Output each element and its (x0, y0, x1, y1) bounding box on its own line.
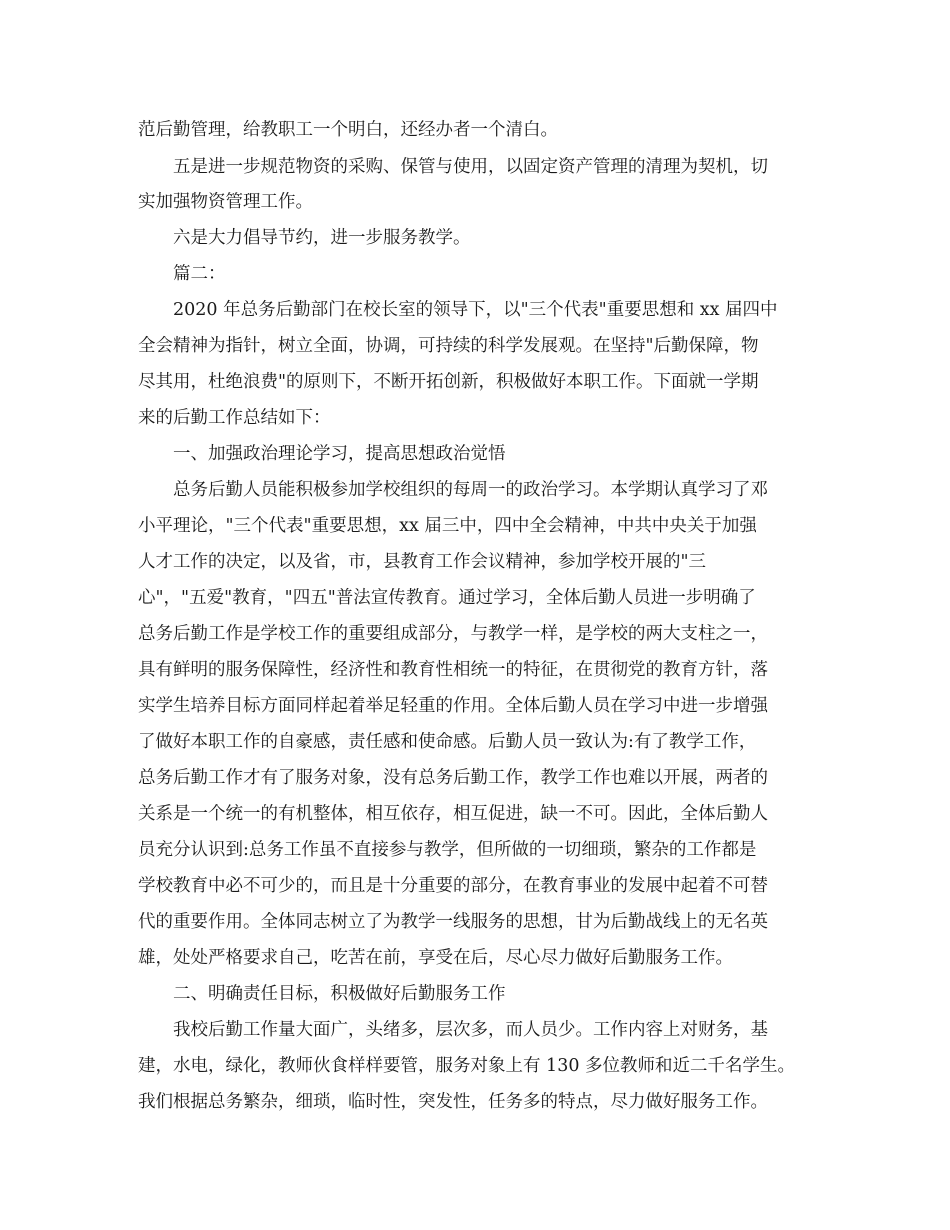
text-line: 2020 年总务后勤部门在校长室的领导下，以"三个代表"重要思想和 xx 届四中 (173, 300, 778, 320)
text-line: 篇二： (173, 264, 226, 284)
text-line: 我们根据总务繁杂，细琐，临时性，突发性，任务多的特点，尽力做好服务工作。 (138, 1092, 768, 1112)
text-line: 五是进一步规范物资的采购、保管与使用，以固定资产管理的清理为契机，切 (173, 157, 768, 177)
text-line: 实加强物资管理工作。 (138, 192, 313, 212)
text-line: 实学生培养目标方面同样起着举足轻重的作用。全体后勤人员在学习中进一步增强 (138, 696, 768, 716)
text-line: 心"，"五爱"教育，"四五"普法宣传教育。通过学习，全体后勤人员进一步明确了 (138, 588, 756, 608)
text-line: 尽其用，杜绝浪费"的原则下，不断开拓创新，积极做好本职工作。下面就一学期 (138, 372, 759, 392)
text-line: 学校教育中必不可少的，而且是十分重要的部分，在教育事业的发展中起着不可替 (138, 876, 768, 896)
text-line: 六是大力倡导节约，进一步服务教学。 (173, 228, 471, 248)
text-line: 雄，处处严格要求自己，吃苦在前，享受在后，尽心尽力做好后勤服务工作。 (138, 948, 733, 968)
text-line: 代的重要作用。全体同志树立了为教学一线服务的思想，甘为后勤战线上的无名英 (138, 912, 768, 932)
text-line: 人才工作的决定，以及省，市，县教育工作会议精神，参加学校开展的"三 (138, 552, 707, 572)
text-line: 范后勤管理，给教职工一个明白，还经办者一个清白。 (138, 120, 558, 140)
section-heading: 二、明确责任目标，积极做好后勤服务工作 (173, 984, 506, 1004)
text-line: 具有鲜明的服务保障性，经济性和教育性相统一的特征，在贯彻党的教育方针，落 (138, 660, 768, 680)
text-line: 建，水电，绿化，教师伙食样样要管，服务对象上有 130 多位教师和近二千名学生。 (138, 1056, 796, 1076)
text-line: 我校后勤工作量大面广，头绪多，层次多，而人员少。工作内容上对财务，基 (173, 1020, 768, 1040)
text-line: 全会精神为指针，树立全面，协调，可持续的科学发展观。在坚持"后勤保障，物 (138, 336, 759, 356)
section-heading: 一、加强政治理论学习，提高思想政治觉悟 (173, 444, 506, 464)
text-line: 来的后勤工作总结如下： (138, 408, 331, 428)
text-line: 了做好本职工作的自豪感，责任感和使命感。后勤人员一致认为:有了教学工作， (138, 732, 757, 752)
text-line: 关系是一个统一的有机整体，相互依存，相互促进，缺一不可。因此，全体后勤人 (138, 804, 768, 824)
text-line: 小平理论，"三个代表"重要思想，xx 届三中，四中全会精神，中共中央关于加强 (138, 516, 757, 536)
text-line: 员充分认识到:总务工作虽不直接参与教学，但所做的一切细琐，繁杂的工作都是 (138, 840, 757, 860)
text-line: 总务后勤工作是学校工作的重要组成部分，与教学一样，是学校的两大支柱之一， (138, 624, 768, 644)
text-line: 总务后勤工作才有了服务对象，没有总务后勤工作，教学工作也难以开展，两者的 (138, 768, 768, 788)
text-line: 总务后勤人员能积极参加学校组织的每周一的政治学习。本学期认真学习了邓 (173, 480, 768, 500)
